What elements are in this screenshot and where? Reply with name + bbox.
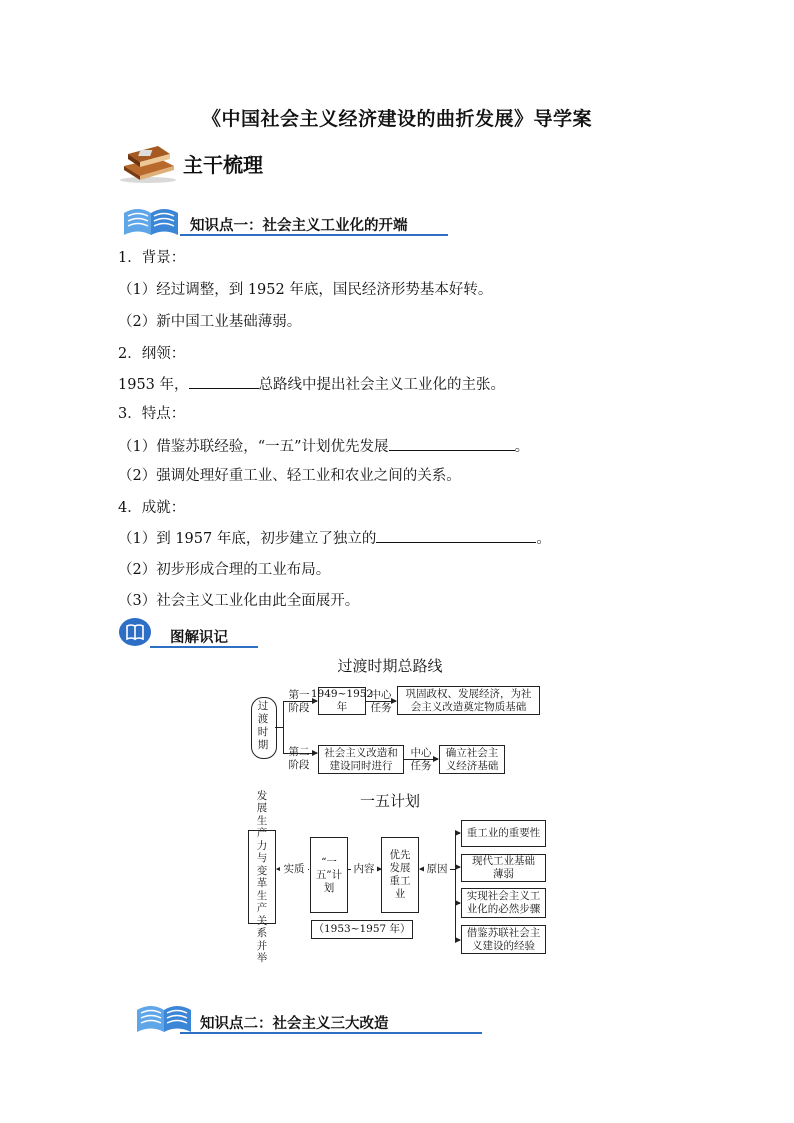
blank-input[interactable] (189, 374, 259, 389)
page-title: 《中国社会主义经济建设的曲折发展》导学案 (201, 108, 592, 130)
arrow (455, 940, 460, 941)
kp2-heading: 知识点二：社会主义三大改造 (200, 1015, 389, 1032)
chart2-reason-3: 实现社会主义工业化的必然步骤 (461, 888, 546, 918)
chart1-center-task-2: 中心任务 (410, 747, 432, 772)
kp1-underline (180, 234, 448, 236)
chart2-content: 内容 (351, 863, 377, 876)
kp1-line-8: （2）初步形成合理的工业布局。 (118, 562, 331, 578)
connector (283, 701, 284, 753)
chart2-left-box (248, 789, 276, 964)
chart1-stage1-task: 巩固政权、发展经济，为社会主义改造奠定物质基础 (397, 686, 540, 715)
chart2-plan-box: “一五”计划 (310, 837, 348, 913)
kp1-line-4: 2．纲领： (118, 346, 186, 362)
arrow (455, 903, 460, 904)
chart2-left-text: 发展生产力与变革生产关系并举 (256, 789, 268, 964)
period: 。 (514, 439, 530, 455)
book-circle-icon (118, 617, 152, 647)
chart1-center-task-1: 中心任务 (370, 689, 392, 714)
kp1-line-7: 4．成就： (118, 500, 186, 516)
kp1-line-5: 3．特点： (118, 406, 186, 422)
chart2-period-box: （1953~1957 年） (311, 920, 413, 939)
kp1-line-6: （2）强调处理好重工业、轻工业和农业之间的关系。 (118, 468, 461, 484)
kp1-line-1953-b: 总路线中提出社会主义工业化的主张。 (258, 377, 506, 393)
diagram-underline (150, 646, 258, 648)
chart2-reason: 原因 (424, 863, 450, 876)
kp1-line-1: 1．背景： (118, 250, 186, 266)
kp1-line-1953 (118, 374, 505, 395)
books-icon (118, 140, 178, 184)
chart1-stage1-box: 1949~1952年 (310, 688, 374, 713)
blank-input[interactable] (389, 436, 515, 451)
diagram-heading: 图解识记 (170, 629, 228, 646)
chart1-stage2-box: 社会主义改造和建设同时进行 (318, 745, 404, 774)
open-book-icon (133, 1000, 195, 1034)
connector (455, 833, 456, 941)
kp1-line-feature1 (118, 436, 529, 457)
chart2-priority-box (381, 837, 419, 913)
chart1-stage1-label: 第一阶段 (288, 689, 310, 714)
kp2-underline (180, 1032, 482, 1034)
chart1-stage2-task: 确立社会主义经济基础 (439, 745, 505, 774)
kp1-line-ach1-text: （1）到 1957 年底，初步建立了独立的 (118, 531, 377, 547)
section-heading: 主干梳理 (183, 153, 263, 177)
blank-input[interactable] (376, 528, 536, 543)
open-book-icon (120, 203, 182, 237)
connector (275, 727, 283, 728)
kp1-line-9: （3）社会主义工业化由此全面展开。 (118, 593, 360, 609)
kp1-heading: 知识点一：社会主义工业化的开端 (190, 217, 408, 234)
kp1-line-feature1-text: （1）借鉴苏联经验，“一五”计划优先发展 (118, 439, 389, 455)
kp1-line-3: （2）新中国工业基础薄弱。 (118, 314, 302, 330)
chart2-reason-2: 现代工业基础薄弱 (461, 854, 546, 882)
chart2-reason-1: 重工业的重要性 (461, 820, 546, 847)
chart2-title: 一五计划 (359, 792, 420, 810)
kp1-line-2: （1）经过调整，到 1952 年底，国民经济形势基本好转。 (118, 282, 493, 298)
period: 。 (536, 531, 551, 547)
chart1-title: 过渡时期总路线 (337, 657, 443, 675)
kp1-line-ach1 (118, 528, 551, 549)
arrow (455, 867, 460, 868)
chart1-stage2-label: 第二阶段 (288, 746, 310, 771)
chart2-priority-text: 优先发展重工业 (389, 849, 411, 900)
chart1-root: 过渡时期 (257, 700, 269, 751)
kp1-line-1953-a: 1953 年， (118, 377, 189, 393)
arrow (455, 833, 460, 834)
chart2-reason-4: 借鉴苏联社会主义建设的经验 (461, 925, 546, 954)
chart2-essence: 实质 (280, 863, 308, 876)
